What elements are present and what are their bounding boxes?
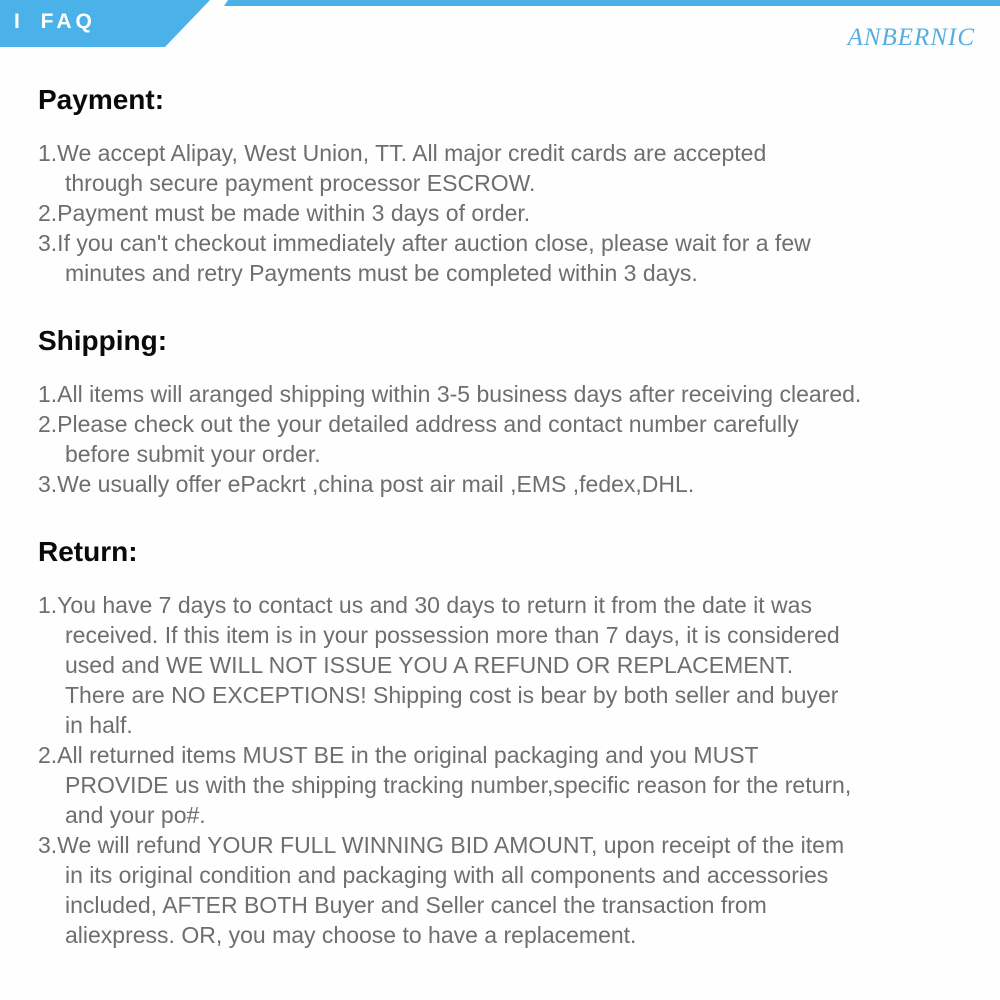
list-item: 1.All items will aranged shipping within 3-5 business days after receiving cleared. [38, 381, 862, 407]
list-item: 3.If you can't checkout immediately after auction close, please wait for a few minutes and retry Payments must be completed within 3 days. [38, 230, 811, 286]
brand-logo: ANBERNIC [847, 24, 975, 51]
list-item: 1.We accept Alipay, West Union, TT. All major credit cards are accepted through secure payment processor ESCROW. [38, 140, 767, 196]
list-item: 2.Please check out the your detailed address and contact number carefully before submit your order. [38, 411, 799, 467]
list-item: 1.You have 7 days to contact us and 30 days to return it from the date it was received. If this item is in your possession more than 7 days, it is considered used and WE WILL NOT ISSUE YOU A REFUND OR REPLACEMENT. There are NO EXCEPTIONS! Shipping cost is bear by both seller and buyer in half. [38, 592, 840, 738]
shipping-list [38, 379, 990, 499]
section-return [38, 536, 990, 950]
shipping-title: Shipping: [38, 325, 168, 356]
faq-tab-label: I FAQ [14, 10, 96, 33]
section-shipping [38, 325, 990, 499]
faq-content [0, 84, 1000, 950]
payment-list [38, 138, 990, 288]
return-title: Return: [38, 536, 138, 567]
payment-title: Payment: [38, 84, 165, 115]
return-list [38, 590, 990, 950]
list-item: 2.All returned items MUST BE in the original packaging and you MUST PROVIDE us with the shipping tracking number,specific reason for the return, and your po#. [38, 742, 852, 828]
section-payment [38, 84, 990, 288]
list-item: 3.We usually offer ePackrt ,china post air mail ,EMS ,fedex,DHL. [38, 471, 695, 497]
list-item: 3.We will refund YOUR FULL WINNING BID AMOUNT, upon receipt of the item in its original condition and packaging with all components and accessories included, AFTER BOTH Buyer and Seller cancel the transaction from aliexpress. OR, you may choose to have a replacement. [38, 832, 845, 948]
list-item: 2.Payment must be made within 3 days of order. [38, 200, 531, 226]
